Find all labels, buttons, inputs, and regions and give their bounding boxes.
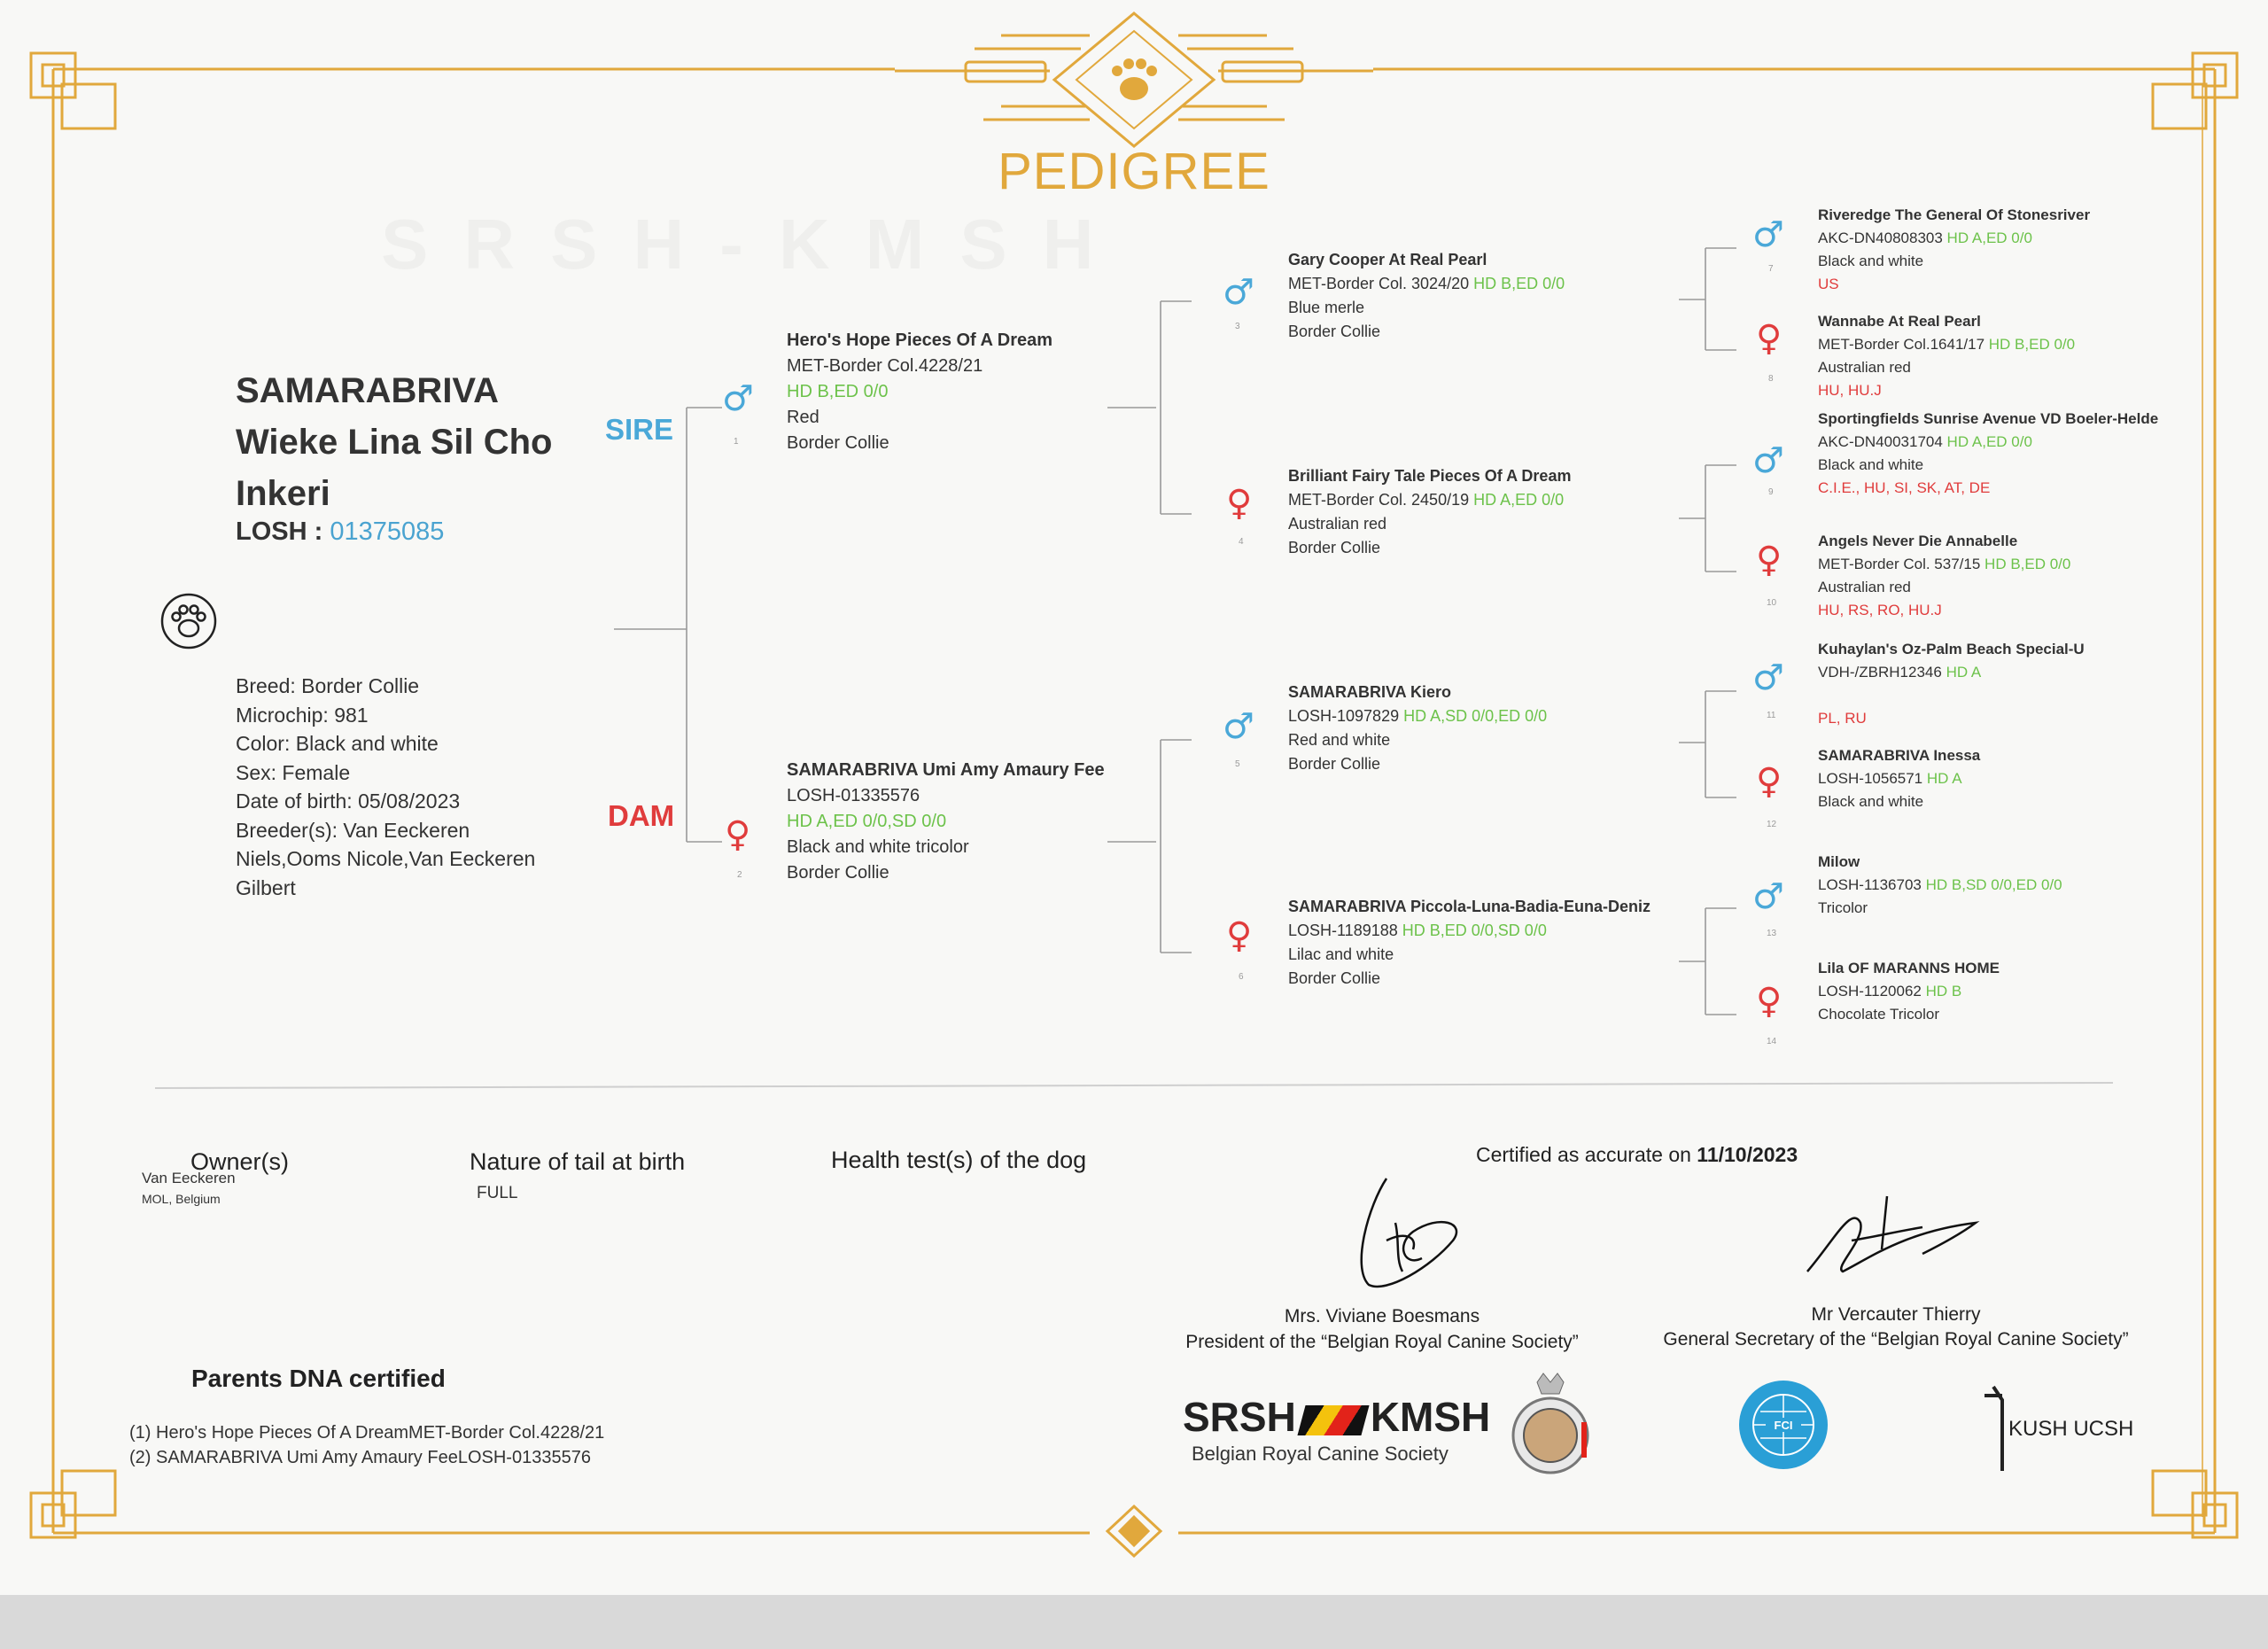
page-title: PEDIGREE — [998, 143, 1270, 200]
female-symbol-icon: ♀ — [1756, 981, 1783, 1022]
ancestor-name: Hero's Hope Pieces Of A Dream — [787, 331, 1053, 350]
srsh-kmsh-logo — [1183, 1393, 1490, 1441]
ancestor-reg: LOSH-1097829 — [1288, 707, 1400, 725]
ancestor-health: HD B,ED 0/0 — [1473, 275, 1565, 292]
ancestor-reg: LOSH-1136703 — [1818, 876, 1922, 893]
ancestor-color: Lilac and white — [1288, 945, 1394, 963]
scan-bottom-band — [0, 1595, 2268, 1649]
ancestor-color: Australian red — [1818, 579, 1911, 595]
ancestor-reg: AKC-DN40031704 — [1818, 433, 1943, 450]
ancestor-color: Tricolor — [1818, 899, 1868, 916]
ancestor-7 — [1818, 204, 2090, 296]
losh-label: LOSH : — [236, 517, 330, 546]
ancestor-color: Chocolate Tricolor — [1818, 1006, 1940, 1023]
ancestor-number: 14 — [1767, 1037, 1777, 1046]
tail-value: FULL — [477, 1184, 518, 1202]
detail-breed: Breed: Border Collie — [236, 674, 420, 697]
ancestor-color — [1818, 684, 2085, 707]
kush-ucsh-logo-icon — [1971, 1378, 2134, 1475]
ancestor-name: SAMARABRIVA Inessa — [1818, 747, 1981, 764]
ancestor-breed: Border Collie — [787, 863, 889, 883]
ancestor-name: Milow — [1818, 853, 1860, 870]
dam-label: DAM — [608, 799, 675, 832]
certified-date: 11/10/2023 — [1697, 1143, 1798, 1166]
ancestor-health: HD B,ED 0/0 — [1984, 556, 2071, 572]
ancestor-3 — [1288, 248, 1565, 344]
society-crest-icon — [1506, 1369, 1595, 1484]
ancestor-breed: Border Collie — [1288, 323, 1381, 340]
ancestor-reg: VDH-/ZBRH12346 — [1818, 664, 1942, 681]
owners-label: Owner(s) — [190, 1148, 290, 1175]
losh-value: 01375085 — [330, 517, 445, 546]
ancestor-number: 9 — [1768, 487, 1774, 497]
ancestor-countries: US — [1818, 276, 1839, 292]
ancestor-health: HD A,ED 0/0,SD 0/0 — [787, 812, 947, 831]
certified-text — [1476, 1143, 1798, 1167]
ancestor-number: 8 — [1768, 374, 1774, 384]
ancestor-name: Angels Never Die Annabelle — [1818, 533, 2018, 549]
ancestor-countries: HU, RS, RO, HU.J — [1818, 602, 1942, 618]
ancestor-number: 5 — [1235, 759, 1240, 769]
ancestor-health: HD A — [1946, 664, 1982, 681]
male-symbol-icon: ♂ — [1223, 272, 1254, 313]
ancestor-health: HD A,ED 0/0 — [1946, 433, 2032, 450]
dna-parent-1: (1) Hero's Hope Pieces Of A DreamMET-Border Col.4228/21 — [129, 1423, 605, 1443]
ancestor-color: Blue merle — [1288, 299, 1365, 316]
ancestor-number: 13 — [1767, 929, 1777, 938]
ancestor-health: HD A — [1926, 770, 1962, 787]
ancestor-number: 11 — [1767, 711, 1776, 720]
ancestor-11 — [1818, 638, 2085, 730]
ancestor-reg: LOSH-1189188 — [1288, 922, 1398, 939]
ancestor-number: 3 — [1235, 322, 1240, 331]
ancestor-color: Australian red — [1818, 359, 1911, 376]
ancestor-color: Red — [787, 408, 819, 427]
female-symbol-icon: ♀ — [1756, 540, 1783, 580]
ancestor-9 — [1818, 408, 2172, 500]
male-symbol-icon: ♂ — [722, 378, 754, 419]
ancestor-health: HD B,ED 0/0 — [787, 382, 889, 401]
ancestor-color: Australian red — [1288, 515, 1387, 533]
dna-parent-2: (2) SAMARABRIVA Umi Amy Amaury FeeLOSH-01335576 — [129, 1448, 591, 1467]
dog-details — [236, 672, 572, 902]
ancestor-countries: C.I.E., HU, SI, SK, AT, DE — [1818, 479, 1991, 496]
ancestor-2 — [787, 758, 1105, 886]
president-title: President of the “Belgian Royal Canine Society” — [1185, 1332, 1579, 1352]
detail-sex: Sex: Female — [236, 760, 351, 784]
ancestor-name: SAMARABRIVA Piccola-Luna-Badia-Euna-Deniz — [1288, 898, 1651, 915]
female-symbol-icon: ♀ — [1226, 915, 1253, 956]
female-symbol-icon: ♀ — [725, 814, 751, 855]
health-tests-label: Health test(s) of the dog — [831, 1147, 1087, 1173]
tail-label: Nature of tail at birth — [470, 1148, 686, 1175]
female-symbol-icon: ♀ — [1756, 318, 1783, 359]
ancestor-name: SAMARABRIVA Kiero — [1288, 683, 1452, 701]
ancestor-10 — [1818, 530, 2070, 622]
ancestor-name: Wannabe At Real Pearl — [1818, 313, 1981, 330]
ancestor-breed: Border Collie — [1288, 969, 1381, 987]
ancestor-number: 10 — [1767, 598, 1777, 608]
ancestor-color: Black and white — [1818, 456, 1924, 473]
watermark-text — [381, 204, 1129, 285]
ancestor-breed: Border Collie — [1288, 755, 1381, 773]
ancestor-reg: LOSH-1056571 — [1818, 770, 1923, 787]
ancestor-1 — [787, 328, 1052, 456]
ancestor-reg: MET-Border Col.1641/17 — [1818, 336, 1985, 353]
ancestor-14 — [1818, 957, 2000, 1026]
signature-president — [1333, 1170, 1475, 1294]
ancestor-health: HD B — [1925, 983, 1962, 1000]
president-name: Mrs. Viviane Boesmans — [1284, 1306, 1480, 1326]
flag-stripes-icon — [1297, 1405, 1369, 1435]
ancestor-health: HD B,SD 0/0,ED 0/0 — [1925, 876, 2062, 893]
ancestor-number: 6 — [1239, 972, 1244, 982]
ancestor-12 — [1818, 744, 1980, 813]
ancestor-health: HD A,ED 0/0 — [1473, 491, 1565, 509]
ancestor-name: Sportingfields Sunrise Avenue VD Boeler-Helde — [1818, 410, 2159, 427]
secretary-name: Mr Vercauter Thierry — [1811, 1304, 1981, 1325]
male-symbol-icon: ♂ — [1752, 440, 1784, 481]
ancestor-number: 12 — [1767, 820, 1777, 829]
ancestor-breed: Border Collie — [787, 433, 889, 453]
certified-label: Certified as accurate on — [1476, 1143, 1697, 1166]
detail-dob: Date of birth: 05/08/2023 — [236, 789, 461, 813]
ancestor-name: Kuhaylan's Oz-Palm Beach Special-U — [1818, 641, 2085, 657]
ancestor-name: Brilliant Fairy Tale Pieces Of A Dream — [1288, 467, 1572, 485]
detail-microchip: Microchip: 981 — [236, 703, 369, 727]
ancestor-13 — [1818, 851, 2062, 920]
male-symbol-icon: ♂ — [1752, 214, 1784, 255]
ancestor-reg: LOSH-1120062 — [1818, 983, 1922, 1000]
fci-text: FCI — [1774, 1419, 1793, 1432]
ancestor-countries: HU, HU.J — [1818, 382, 1882, 399]
ancestor-reg: MET-Border Col. 537/15 — [1818, 556, 1981, 572]
kush-text: KUSH UCSH — [2008, 1417, 2134, 1441]
fci-logo-icon — [1736, 1378, 1830, 1472]
ancestor-name: SAMARABRIVA Umi Amy Amaury Fee — [787, 760, 1105, 780]
ancestor-health: HD A,SD 0/0,ED 0/0 — [1403, 707, 1548, 725]
ancestor-reg: MET-Border Col.4228/21 — [787, 356, 983, 376]
ancestor-countries: PL, RU — [1818, 710, 1867, 727]
paw-icon — [159, 592, 218, 650]
srsh-subtitle: Belgian Royal Canine Society — [1192, 1443, 1449, 1465]
srsh-text: SRSH — [1183, 1394, 1296, 1440]
ancestor-reg: LOSH-01335576 — [787, 786, 920, 805]
male-symbol-icon: ♂ — [1223, 706, 1254, 747]
sire-label: SIRE — [605, 413, 674, 446]
ancestor-5 — [1288, 681, 1547, 776]
female-symbol-icon: ♀ — [1226, 483, 1253, 524]
ancestor-8 — [1818, 310, 2075, 402]
ancestor-name: Lila OF MARANNS HOME — [1818, 960, 2000, 976]
ancestor-number: 7 — [1768, 264, 1774, 274]
ancestor-number: 2 — [737, 870, 742, 880]
kmsh-text: KMSH — [1370, 1394, 1491, 1440]
ancestor-color: Black and white — [1818, 793, 1924, 810]
ancestor-number: 4 — [1239, 537, 1244, 547]
ancestor-breed: Border Collie — [1288, 539, 1381, 556]
dog-name: SAMARABRIVA Wieke Lina Sil Cho Inkeri — [236, 371, 553, 513]
secretary-title: General Secretary of the “Belgian Royal Canine Society” — [1663, 1329, 2129, 1350]
ancestor-4 — [1288, 464, 1571, 560]
ancestor-health: HD B,ED 0/0,SD 0/0 — [1402, 922, 1547, 939]
ancestor-6 — [1288, 895, 1651, 991]
ancestor-reg: MET-Border Col. 3024/20 — [1288, 275, 1470, 292]
signature-secretary — [1798, 1187, 1993, 1285]
dna-label: Parents DNA certified — [191, 1365, 446, 1392]
owner-location: MOL, Belgium — [142, 1192, 221, 1206]
female-symbol-icon: ♀ — [1756, 761, 1783, 802]
ancestor-health: HD B,ED 0/0 — [1988, 336, 2076, 353]
ancestor-color: Black and white tricolor — [787, 837, 969, 857]
ancestor-color: Black and white — [1818, 253, 1924, 269]
ancestor-name: Gary Cooper At Real Pearl — [1288, 251, 1487, 268]
detail-color: Color: Black and white — [236, 732, 439, 755]
detail-breeders: Breeder(s): Van Eeckeren Niels,Ooms Nicole,Van Eeckeren Gilbert — [236, 818, 536, 899]
dog-losh — [236, 517, 444, 547]
ancestor-color: Red and white — [1288, 731, 1391, 749]
male-symbol-icon: ♂ — [1752, 657, 1784, 698]
ancestor-health: HD A,ED 0/0 — [1946, 229, 2032, 246]
ancestor-reg: AKC-DN40808303 — [1818, 229, 1943, 246]
ancestor-reg: MET-Border Col. 2450/19 — [1288, 491, 1470, 509]
male-symbol-icon: ♂ — [1752, 876, 1784, 917]
ancestor-number: 1 — [734, 437, 739, 447]
ancestor-name: Riveredge The General Of Stonesriver — [1818, 206, 2091, 223]
owner-name: Van Eeckeren — [142, 1170, 236, 1186]
